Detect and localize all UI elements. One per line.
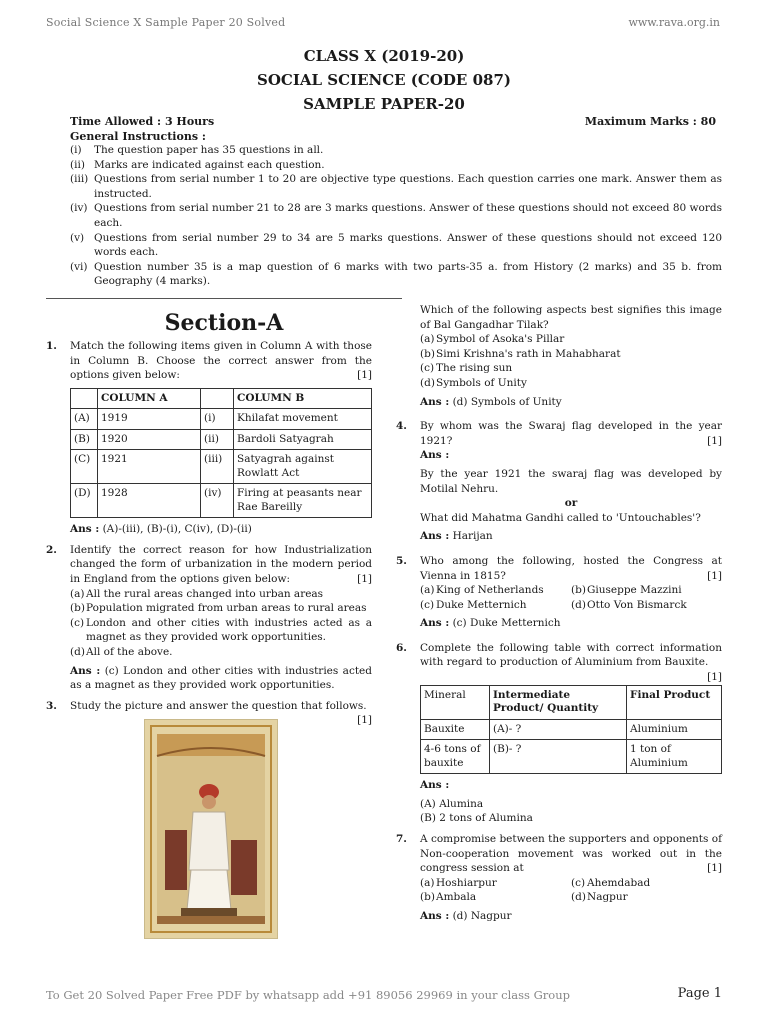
portrait-illustration (145, 720, 277, 938)
table-cell: Bardoli Satyagrah (234, 429, 372, 450)
table-header-cell: Intermediate Product/ Quantity (490, 685, 627, 719)
marks: [1] (357, 573, 372, 586)
option (70, 601, 372, 616)
option (420, 332, 722, 347)
option (420, 876, 571, 891)
option-text: All the rural areas changed into urban areas (86, 587, 324, 600)
page-number: Page 1 (677, 986, 722, 1001)
marks: [1] (357, 369, 372, 382)
marks: [1] (357, 714, 372, 727)
option-text: (b) (70, 602, 85, 615)
option-text: (d) (70, 646, 85, 659)
option-text: (c) (70, 616, 85, 629)
answer: Ans : Harijan (420, 530, 493, 543)
subject-title: SOCIAL SCIENCE (CODE 087) (257, 71, 511, 89)
table-cell: (A) (71, 409, 98, 430)
option-text: Otto Von Bismarck (587, 598, 687, 611)
option (571, 598, 722, 613)
option-text: Hoshiarpur (436, 876, 497, 889)
option-text: (a) (420, 584, 435, 597)
options-grid (420, 583, 722, 612)
question-2: 2. Identify the correct reason for how Industrialization changed the form of urbanization in the modern period in England from the options given below: [1] (a) All the rural areas changed into urban areas (b) Population migrated from urban areas to rural areas (c) London and other cities with industries acted as a magnet as they provided work opportunities. (d) All of the above. Ans : (c) London and other cities with industries acted as a magnet as they provided work opportunities. (46, 543, 372, 692)
option-text: (b) (571, 584, 586, 597)
table-cell: 1 ton of Aluminium (627, 740, 722, 774)
instruction-item: (iii) Questions from serial number 1 to 20 are objective type questions. Each question carries one mark. Answer them as instructed. (70, 173, 722, 200)
answer: Ans : (c) Duke Metternich (420, 617, 561, 630)
table-cell: (ii) (201, 429, 234, 450)
question-text: Identify the correct reason for how Industrialization changed the form of urbanization in the modern period in England from the options given below: (70, 543, 372, 586)
option (571, 876, 722, 891)
table-cell: (B)- ? (490, 740, 627, 774)
question-7: 7. A compromise between the supporters and opponents of Non-cooperation movement was worked out in the congress session at [1] (a) Hoshiarpur (c) Ahemdabad (b) Ambala (d) Nagpur Ans : (d) Nagpur (396, 832, 722, 922)
option (571, 583, 722, 598)
question-text: Study the picture and answer the question that follows. (70, 699, 367, 712)
table-header-cell: COLUMN B (234, 388, 372, 409)
option (70, 645, 372, 660)
option (420, 583, 571, 598)
table-cell: (A)- ? (490, 719, 627, 740)
question-6: 6. Complete the following table with correct information with regard to production of Aluminium from Bauxite. [1] Mineral Intermediate Product/ Quantity Final Product Bauxite (A)- ? Aluminium 4-6 tons of bauxite (B)- ? 1 ton of Aluminium Ans : (A) Alumina (B) 2 tons of Alumina (396, 641, 722, 825)
footer-promo: To Get 20 Solved Paper Free PDF by whatsapp add +91 89056 29969 in your class Group (46, 988, 570, 1002)
table-cell: 1921 (98, 450, 201, 484)
answer: Ans : (A)-(iii), (B)-(i), C(iv), (D)-(ii) (70, 523, 252, 536)
table-header-cell (201, 388, 234, 409)
question-text: A compromise between the supporters and opponents of Non-cooperation movement was worked out in the congress session at (420, 832, 722, 875)
instructions-list (70, 143, 722, 289)
marks: [1] (707, 569, 722, 582)
table-cell: 1920 (98, 429, 201, 450)
paper-title: SAMPLE PAPER-20 (303, 95, 465, 113)
table-cell: 1919 (98, 409, 201, 430)
answer: Ans : (d) Symbols of Unity (420, 395, 562, 408)
option-text: Symbol of Asoka's Pillar (436, 333, 565, 346)
option-text: Duke Metternich (436, 598, 527, 611)
option (571, 890, 722, 905)
option-text: King of Netherlands (436, 584, 544, 597)
option-text: (a) (70, 587, 85, 600)
option-text: London and other cities with industries acted as a magnet as they provided work opportunities. (86, 616, 372, 644)
instruction-item: (i) The question paper has 35 questions in all. (70, 144, 324, 156)
option-text: (d) (571, 598, 586, 611)
paper-titles (0, 44, 768, 116)
table-row (71, 484, 372, 518)
table-cell: Bauxite (421, 719, 490, 740)
option-text: (a) (420, 876, 435, 889)
table-row (71, 450, 372, 484)
header-title: Social Science X Sample Paper 20 Solved (46, 16, 286, 29)
option (420, 376, 722, 391)
option-text: Ambala (436, 891, 477, 904)
table-cell: 4-6 tons of bauxite (421, 740, 490, 774)
question-text: Which of the following aspects best signifies this image of Bal Gangadhar Tilak? (420, 304, 722, 331)
option (420, 890, 571, 905)
question-3-continued (396, 303, 722, 409)
option-text: (b) (420, 891, 435, 904)
table-row (421, 719, 722, 740)
aluminium-table (420, 685, 722, 775)
option-text: Giuseppe Mazzini (587, 584, 682, 597)
general-instructions-heading: General Instructions : (70, 129, 206, 143)
option-text: (d) (571, 891, 586, 904)
table-header-cell: Mineral (421, 685, 490, 719)
option (70, 587, 372, 602)
time-allowed: Time Allowed : 3 Hours (70, 115, 215, 128)
table-cell: Aluminium (627, 719, 722, 740)
table-header-cell (71, 388, 98, 409)
question-text: Match the following items given in Column A with those in Column B. Choose the correct answer from the options given below: (70, 340, 372, 382)
table-row (71, 388, 372, 409)
right-column (396, 303, 722, 924)
table-row (421, 685, 722, 719)
table-cell: Firing at peasants near Rae Bareilly (234, 484, 372, 518)
answer: (B) 2 tons of Alumina (420, 812, 533, 825)
options-grid (420, 876, 722, 905)
instruction-item: (ii) Marks are indicated against each question. (70, 158, 325, 171)
marks: [1] (707, 671, 722, 684)
answer-label: Ans : (420, 779, 450, 792)
option-text: (a) (420, 333, 435, 346)
option-text: All of the above. (86, 646, 173, 659)
answer: By the year 1921 the swaraj flag was developed by Motilal Nehru. (420, 467, 722, 495)
table-cell: (D) (71, 484, 98, 518)
page-footer (46, 988, 722, 1003)
option-text: Simi Krishna's rath in Mahabharat (436, 347, 621, 360)
option-text: Population migrated from urban areas to rural areas (86, 602, 367, 615)
divider (46, 298, 402, 299)
option-text: (c) (420, 598, 435, 611)
answer: Ans : (d) Nagpur (420, 909, 512, 922)
table-cell: (C) (71, 450, 98, 484)
left-column (46, 339, 372, 939)
table-cell: Satyagrah against Rowlatt Act (234, 450, 372, 484)
table-row (421, 740, 722, 774)
answer-label: Ans : (420, 449, 450, 462)
option (70, 616, 372, 645)
option-text: The rising sun (436, 362, 513, 375)
question-text: By whom was the Swaraj flag developed in the year 1921? (420, 420, 722, 447)
marks: [1] (707, 862, 722, 875)
marks: [1] (707, 434, 722, 447)
question-5: 5. Who among the following, hosted the Congress at Vienna in 1815? [1] (a) King of Netherlands (b) Giuseppe Mazzini (c) Duke Metternich (d) Otto Von Bismarck Ans : (c) Duke Metternich (396, 554, 722, 630)
table-cell: (i) (201, 409, 234, 430)
maximum-marks: Maximum Marks : 80 (584, 115, 716, 128)
section-heading: Section-A (164, 310, 284, 336)
answer: Ans : (c) London and other cities with industries acted as a magnet as they provided work opportunities. (70, 664, 372, 692)
table-cell: Khilafat movement (234, 409, 372, 430)
option (420, 598, 571, 613)
match-table (70, 388, 372, 519)
option-text: (c) (571, 876, 586, 889)
option-text: Symbols of Unity (436, 376, 527, 389)
option-text: (d) (420, 376, 435, 389)
alternate-question: What did Mahatma Gandhi called to 'Untouchables'? (420, 511, 701, 524)
option-text: (b) (420, 347, 435, 360)
question-1: 1. Match the following items given in Column A with those in Column B. Choose the correct answer from the options given below: [1] COLUMN A COLUMN B (A) 1919 (i) Khilafat movement (B) 1920 (ii) Bardoli Satyagrah (C) 1921 (iii) Satyagrah against Rowlatt Act (D) 1928 (iv) Firing at peasants near Rae Bareilly Ans : (A)-(iii), (B)-(i), C(iv), (D)-(ii) (46, 340, 372, 536)
table-row (71, 409, 372, 430)
class-title: CLASS X (2019-20) (303, 47, 465, 65)
question-3: 3. Study the picture and answer the question that follows. [1] (46, 699, 372, 940)
table-cell: (iii) (201, 450, 234, 484)
question-text: Complete the following table with correct information with regard to production of Aluminium from Bauxite. (420, 641, 722, 669)
header-website: www.rava.org.in (628, 16, 720, 29)
option-text: Nagpur (587, 891, 628, 904)
instruction-item: (vi) Question number 35 is a map question of 6 marks with two parts-35 a. from History (2 marks) and 35 b. from Geography (4 marks). (70, 260, 722, 288)
option (420, 347, 722, 362)
instruction-item: (v) Questions from serial number 29 to 34 are 5 marks questions. Answer of these questions should not exceed 120 words each. (70, 231, 722, 259)
or-separator: or (564, 497, 578, 510)
question-4: 4. By whom was the Swaraj flag developed in the year 1921? [1] Ans : By the year 1921 the swaraj flag was developed by Motilal Nehru. or What did Mahatma Gandhi called to 'Untouchables'? Ans : Harijan (396, 420, 722, 543)
tilak-portrait-image (144, 719, 278, 939)
option (420, 361, 722, 376)
answer: (A) Alumina (420, 797, 484, 810)
question-text: Who among the following, hosted the Congress at Vienna in 1815? (420, 554, 722, 582)
page-header (46, 16, 722, 32)
option-text: (c) (420, 362, 435, 375)
table-cell: (iv) (201, 484, 234, 518)
table-cell: (B) (71, 429, 98, 450)
table-header-cell: Final Product (627, 685, 722, 719)
table-header-cell: COLUMN A (98, 388, 201, 409)
option-text: Ahemdabad (587, 876, 651, 889)
table-cell: 1928 (98, 484, 201, 518)
table-row (71, 429, 372, 450)
instruction-item: (iv) Questions from serial number 21 to 28 are 3 marks questions. Answer of these questions should not exceed 80 words each. (70, 202, 722, 229)
paper-meta (70, 115, 716, 144)
